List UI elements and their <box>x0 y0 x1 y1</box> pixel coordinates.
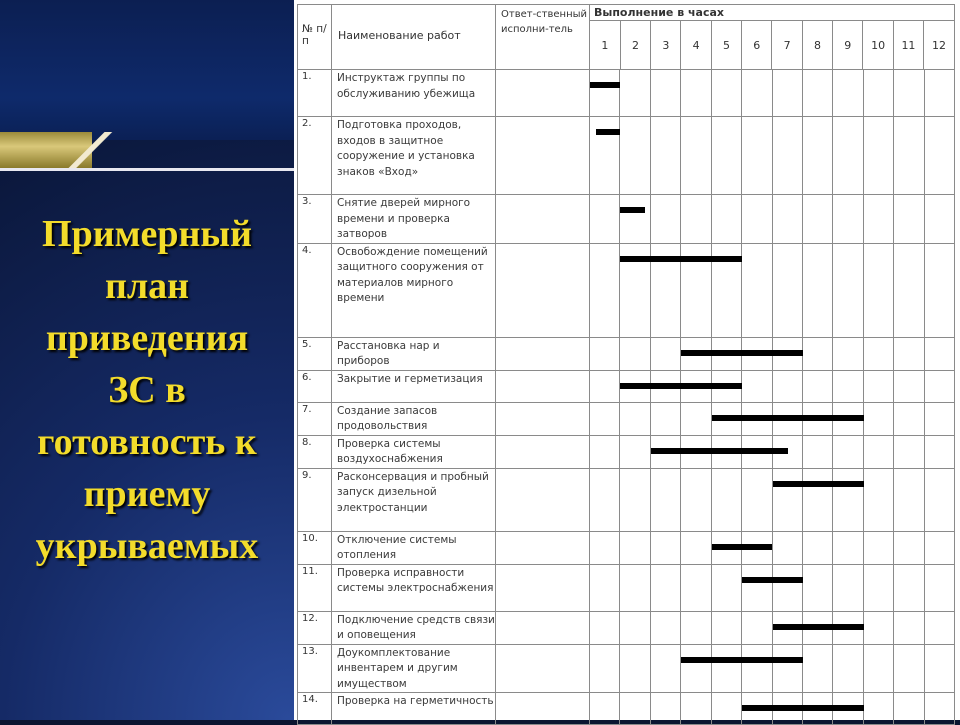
task-responsible <box>496 117 590 195</box>
hour-grid-line <box>741 469 742 531</box>
hour-grid-line <box>619 70 620 116</box>
schedule-table <box>297 4 955 725</box>
hour-grid-line <box>650 117 651 194</box>
task-responsible <box>496 468 590 531</box>
task-duration-bar <box>773 624 864 630</box>
task-timeline <box>590 468 955 531</box>
hour-grid-line <box>893 469 894 531</box>
hour-grid-line <box>893 70 894 116</box>
task-number: 7. <box>298 402 332 435</box>
task-responsible <box>496 531 590 564</box>
task-row <box>298 70 955 117</box>
title-line: приведения <box>45 317 249 359</box>
schedule-sheet <box>294 0 960 720</box>
hour-grid-line <box>650 70 651 116</box>
hour-grid-line <box>832 532 833 564</box>
hour-grid-line <box>893 693 894 724</box>
hour-grid-line <box>772 469 773 531</box>
hour-grid-line <box>772 565 773 611</box>
task-number: 2. <box>298 117 332 195</box>
hour-grid-line <box>802 645 803 693</box>
hour-grid-line <box>802 195 803 243</box>
hour-grid-line <box>863 195 864 243</box>
hour-header: 11 <box>893 21 923 69</box>
task-responsible <box>496 370 590 402</box>
hour-grid-line <box>802 565 803 611</box>
hour-grid-line <box>772 371 773 402</box>
task-name: Освобождение помещений защитного сооружения от материалов мирного времени <box>332 243 496 337</box>
task-number: 5. <box>298 337 332 370</box>
hour-grid-line <box>650 469 651 531</box>
task-number: 1. <box>298 70 332 117</box>
task-responsible <box>496 435 590 468</box>
task-row <box>298 531 955 564</box>
hour-grid-line <box>619 645 620 693</box>
hour-grid-line <box>680 117 681 194</box>
task-duration-bar <box>681 657 803 663</box>
hour-grid-line <box>802 371 803 402</box>
task-timeline <box>590 611 955 644</box>
hour-header: 12 <box>924 21 954 69</box>
hour-grid-line <box>893 195 894 243</box>
hour-header: 9 <box>833 21 863 69</box>
hour-grid-line <box>924 244 925 337</box>
hour-grid-line <box>619 565 620 611</box>
hour-grid-line <box>924 70 925 116</box>
hour-header: 7 <box>772 21 802 69</box>
hour-grid-line <box>863 436 864 468</box>
hour-header: 1 <box>601 38 609 52</box>
hour-grid-line <box>924 532 925 564</box>
hour-grid-line <box>741 70 742 116</box>
task-timeline <box>590 370 955 402</box>
hour-grid-line <box>832 244 833 337</box>
hour-grid-line <box>741 565 742 611</box>
hour-header: 10 <box>863 21 893 69</box>
task-timeline <box>590 337 955 370</box>
task-responsible <box>496 195 590 244</box>
hour-grid-line <box>650 532 651 564</box>
column-header-number: № п/п <box>298 5 332 70</box>
title-line: Примерный <box>42 213 252 255</box>
task-duration-bar <box>620 207 644 213</box>
task-name: Снятие дверей мирного времени и проверка затворов <box>332 195 496 244</box>
hour-grid-line <box>772 117 773 194</box>
hour-grid-line <box>619 195 620 243</box>
task-row <box>298 195 955 244</box>
hour-grid-line <box>711 195 712 243</box>
hour-grid-line <box>893 403 894 435</box>
hour-grid-line <box>893 565 894 611</box>
hour-grid-line <box>863 645 864 693</box>
hour-grid-line <box>832 338 833 370</box>
hour-grid-line <box>711 693 712 724</box>
task-timeline <box>590 644 955 693</box>
hour-grid-line <box>772 70 773 116</box>
hour-grid-line <box>741 195 742 243</box>
task-timeline <box>590 243 955 337</box>
task-number: 10. <box>298 531 332 564</box>
task-row <box>298 370 955 402</box>
hour-grid-line <box>680 693 681 724</box>
hour-header-row <box>590 21 954 69</box>
hour-grid-line <box>863 532 864 564</box>
task-name: Подготовка проходов, входов в защитное сооружение и установка знаков «Вход» <box>332 117 496 195</box>
hour-grid-line <box>619 469 620 531</box>
task-name: Закрытие и герметизация <box>332 370 496 402</box>
hour-grid-line <box>893 436 894 468</box>
hour-grid-line <box>863 371 864 402</box>
hour-grid-line <box>619 612 620 644</box>
hour-grid-line <box>680 612 681 644</box>
task-timeline <box>590 117 955 195</box>
hour-grid-line <box>619 532 620 564</box>
task-number: 4. <box>298 243 332 337</box>
hour-grid-line <box>680 565 681 611</box>
task-duration-bar <box>742 577 803 583</box>
hour-grid-line <box>832 117 833 194</box>
hour-grid-line <box>619 693 620 724</box>
hour-grid-line <box>802 244 803 337</box>
hour-grid-line <box>893 371 894 402</box>
hour-grid-line <box>802 436 803 468</box>
column-header-responsible: Ответ-ственный исполни-тель <box>496 5 590 70</box>
hour-grid-line <box>863 469 864 531</box>
task-name: Расстановка нар и приборов <box>332 337 496 370</box>
hour-grid-line <box>741 645 742 693</box>
hour-grid-line <box>924 693 925 724</box>
hour-header: 2 <box>620 21 650 69</box>
hour-grid-line <box>893 532 894 564</box>
title-line: укрываемых <box>35 525 259 567</box>
task-number: 3. <box>298 195 332 244</box>
hour-grid-line <box>650 645 651 693</box>
task-duration-bar <box>590 82 620 88</box>
task-name: Расконсервация и пробный запуск дизельной электростанции <box>332 468 496 531</box>
task-name: Проверка системы воздухоснабжения <box>332 435 496 468</box>
task-duration-bar <box>620 256 742 262</box>
task-timeline <box>590 70 955 117</box>
hour-grid-line <box>650 403 651 435</box>
task-row <box>298 564 955 611</box>
hour-grid-line <box>893 244 894 337</box>
hour-grid-line <box>711 645 712 693</box>
hour-header: 4 <box>681 21 711 69</box>
hour-grid-line <box>680 403 681 435</box>
task-number: 8. <box>298 435 332 468</box>
task-name: Подключение средств связи и оповещения <box>332 611 496 644</box>
task-row <box>298 243 955 337</box>
hour-grid-line <box>832 195 833 243</box>
hour-grid-line <box>893 117 894 194</box>
title-line: план <box>104 265 190 307</box>
decorative-stripe <box>0 168 300 171</box>
task-row <box>298 117 955 195</box>
hour-header: 6 <box>742 21 772 69</box>
task-duration-bar <box>681 350 803 356</box>
header-band <box>0 0 300 140</box>
hour-grid-line <box>924 469 925 531</box>
task-responsible <box>496 644 590 693</box>
hour-grid-line <box>619 436 620 468</box>
task-row <box>298 402 955 435</box>
task-name: Создание запасов продовольствия <box>332 402 496 435</box>
task-responsible <box>496 564 590 611</box>
task-name: Проверка исправности системы электроснабжения <box>332 564 496 611</box>
task-row <box>298 435 955 468</box>
hour-grid-line <box>619 338 620 370</box>
hour-grid-line <box>711 612 712 644</box>
hour-grid-line <box>680 469 681 531</box>
hour-grid-line <box>893 338 894 370</box>
hour-grid-line <box>772 195 773 243</box>
title-line: готовность к <box>37 421 257 463</box>
task-duration-bar <box>651 448 788 454</box>
hour-grid-line <box>924 612 925 644</box>
task-responsible <box>496 402 590 435</box>
hour-grid-line <box>863 244 864 337</box>
hour-grid-line <box>711 117 712 194</box>
hour-grid-line <box>650 693 651 724</box>
hour-grid-line <box>711 469 712 531</box>
hour-grid-line <box>802 70 803 116</box>
hour-grid-line <box>741 117 742 194</box>
task-duration-bar <box>596 129 620 135</box>
task-duration-bar <box>712 544 773 550</box>
task-row <box>298 611 955 644</box>
hour-grid-line <box>924 436 925 468</box>
hour-grid-line <box>680 70 681 116</box>
task-duration-bar <box>742 705 864 711</box>
hour-grid-line <box>893 612 894 644</box>
title-line: приему <box>83 473 211 515</box>
task-duration-bar <box>620 383 742 389</box>
hour-grid-line <box>863 117 864 194</box>
hour-grid-line <box>802 117 803 194</box>
hour-grid-line <box>924 195 925 243</box>
hour-grid-line <box>772 244 773 337</box>
hour-header: 8 <box>802 21 832 69</box>
hour-grid-line <box>924 117 925 194</box>
hour-grid-line <box>650 565 651 611</box>
column-header-name: Наименование работ <box>332 5 496 70</box>
hour-grid-line <box>924 371 925 402</box>
task-responsible <box>496 611 590 644</box>
hour-grid-line <box>863 70 864 116</box>
hour-grid-line <box>802 469 803 531</box>
decorative-diagonal <box>58 132 118 168</box>
hour-header: 3 <box>651 21 681 69</box>
task-number: 11. <box>298 564 332 611</box>
task-name: Проверка на герметичность <box>332 693 496 725</box>
task-number: 14. <box>298 693 332 725</box>
hour-grid-line <box>680 532 681 564</box>
hour-grid-line <box>650 612 651 644</box>
hour-grid-line <box>893 645 894 693</box>
task-responsible <box>496 337 590 370</box>
task-number: 6. <box>298 370 332 402</box>
task-row <box>298 337 955 370</box>
hour-grid-line <box>650 338 651 370</box>
task-timeline <box>590 402 955 435</box>
hour-grid-line <box>680 645 681 693</box>
hour-grid-line <box>832 70 833 116</box>
hour-grid-line <box>863 565 864 611</box>
task-row <box>298 468 955 531</box>
hour-grid-line <box>772 645 773 693</box>
task-name: Доукомплектование инвентарем и другим имуществом <box>332 644 496 693</box>
slide-title <box>6 208 288 572</box>
task-number: 12. <box>298 611 332 644</box>
task-number: 9. <box>298 468 332 531</box>
task-timeline <box>590 435 955 468</box>
task-row <box>298 644 955 693</box>
hour-grid-line <box>802 532 803 564</box>
hour-grid-line <box>680 195 681 243</box>
hour-grid-line <box>741 612 742 644</box>
hour-grid-line <box>711 70 712 116</box>
hour-grid-line <box>832 645 833 693</box>
hour-grid-line <box>863 338 864 370</box>
task-duration-bar <box>712 415 864 421</box>
task-responsible <box>496 243 590 337</box>
task-timeline <box>590 195 955 244</box>
hour-grid-line <box>832 565 833 611</box>
task-number: 13. <box>298 644 332 693</box>
hour-grid-line <box>924 645 925 693</box>
hour-grid-line <box>711 565 712 611</box>
hour-grid-line <box>832 371 833 402</box>
hour-grid-line <box>619 403 620 435</box>
task-duration-bar <box>773 481 864 487</box>
task-timeline <box>590 531 955 564</box>
hour-grid-line <box>832 469 833 531</box>
hour-grid-line <box>650 195 651 243</box>
task-timeline <box>590 564 955 611</box>
hour-grid-line <box>924 403 925 435</box>
title-line: ЗС в <box>108 369 186 411</box>
task-name: Инструктаж группы по обслуживанию убежища <box>332 70 496 117</box>
hour-grid-line <box>924 565 925 611</box>
task-responsible <box>496 70 590 117</box>
hour-header: 5 <box>711 21 741 69</box>
task-name: Отключение системы отопления <box>332 531 496 564</box>
column-header-execution: Выполнение в часах <box>590 5 955 21</box>
hour-grid-line <box>924 338 925 370</box>
hour-grid-line <box>832 436 833 468</box>
